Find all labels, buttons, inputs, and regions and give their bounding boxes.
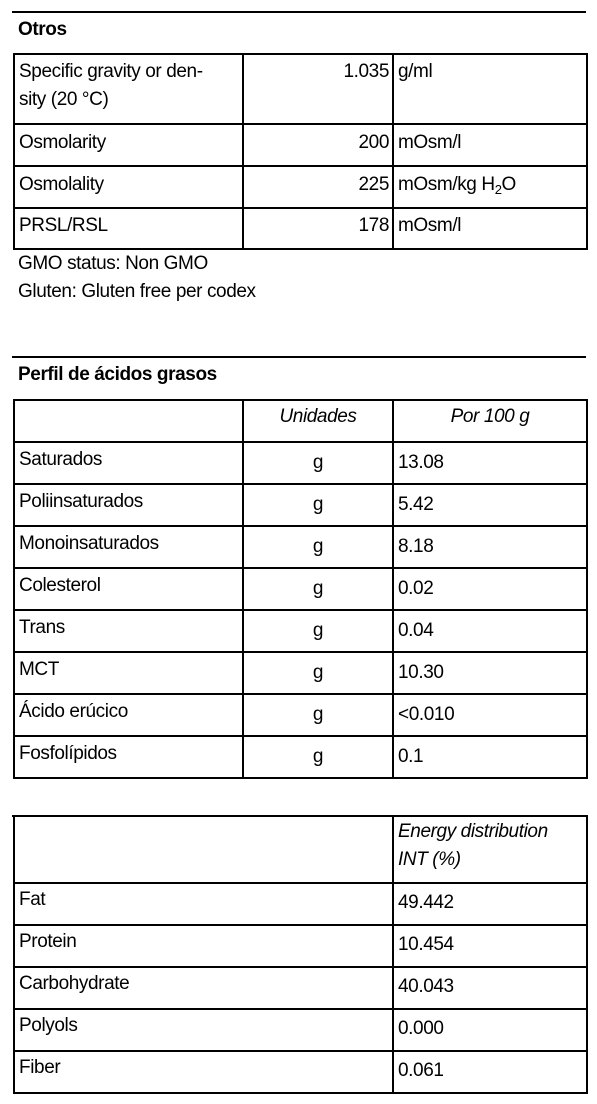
fatty-row-unit: g (243, 568, 393, 610)
energy-row-value: 0.061 (393, 1051, 587, 1093)
table-row (14, 442, 587, 484)
fatty-row-value: 10.30 (393, 652, 587, 694)
fatty-row-label: Poliinsaturados (14, 484, 243, 526)
table-row (14, 208, 587, 249)
fatty-row-value: 5.42 (393, 484, 587, 526)
table-row (14, 166, 587, 208)
energy-row-label: Fiber (14, 1051, 393, 1093)
specific-gravity-unit: g/ml (393, 54, 587, 124)
gluten-note: Gluten: Gluten free per codex (18, 281, 256, 302)
otros-notes (18, 250, 256, 306)
fatty-row-unit: g (243, 694, 393, 736)
gmo-status-note: GMO status: Non GMO (18, 253, 208, 274)
fatty-row-value: 0.02 (393, 568, 587, 610)
prsl-unit: mOsm/l (393, 208, 587, 249)
table-row (14, 568, 587, 610)
energy-header-distribution: Energy distribution INT (%) (393, 815, 587, 883)
energy-row-value: 0.000 (393, 1009, 587, 1051)
fatty-row-unit: g (243, 484, 393, 526)
table-row (14, 967, 587, 1009)
osmolality-value: 225 (243, 166, 393, 208)
fatty-row-label: Colesterol (14, 568, 243, 610)
fatty-row-label: Ácido erúcico (14, 694, 243, 736)
osmolarity-value: 200 (243, 124, 393, 166)
table-row (14, 1009, 587, 1051)
table-row (14, 1051, 587, 1093)
fatty-row-label: Fosfolípidos (14, 736, 243, 778)
table-row (14, 484, 587, 526)
prsl-label: PRSL/RSL (14, 208, 243, 249)
energy-table (13, 815, 588, 1094)
osmolality-unit (393, 166, 587, 208)
prsl-value: 178 (243, 208, 393, 249)
energy-row-label: Carbohydrate (14, 967, 393, 1009)
fatty-row-label: MCT (14, 652, 243, 694)
specific-gravity-value: 1.035 (243, 54, 393, 124)
fatty-row-value: <0.010 (393, 694, 587, 736)
fatty-row-label: Trans (14, 610, 243, 652)
fatty-row-value: 13.08 (393, 442, 587, 484)
osmolarity-unit: mOsm/l (393, 124, 587, 166)
osmolality-unit-suffix: O (501, 174, 516, 195)
energy-row-label: Fat (14, 883, 393, 925)
fatty-row-unit: g (243, 442, 393, 484)
table-row (14, 526, 587, 568)
otros-table (13, 53, 588, 250)
fatty-row-unit: g (243, 610, 393, 652)
fatty-row-unit: g (243, 736, 393, 778)
table-row (14, 610, 587, 652)
table-header-row (14, 400, 587, 442)
otros-title: Otros (12, 11, 586, 53)
table-row (14, 54, 587, 124)
fatty-row-unit: g (243, 652, 393, 694)
fatty-row-unit: g (243, 526, 393, 568)
osmolality-label: Osmolality (14, 166, 243, 208)
fatty-acids-table (13, 399, 588, 779)
fatty-header-unidades: Unidades (243, 400, 393, 442)
fatty-row-label: Saturados (14, 442, 243, 484)
table-row (14, 694, 587, 736)
osmolarity-label: Osmolarity (14, 124, 243, 166)
fatty-row-value: 8.18 (393, 526, 587, 568)
fatty-acids-title: Perfil de ácidos grasos (12, 356, 586, 399)
osmolality-unit-prefix: mOsm/kg H (398, 174, 495, 195)
table-row (14, 736, 587, 778)
table-row (14, 652, 587, 694)
fatty-header-blank (14, 400, 243, 442)
fatty-row-value: 0.04 (393, 610, 587, 652)
fatty-row-value: 0.1 (393, 736, 587, 778)
energy-header-blank (14, 815, 393, 883)
energy-row-value: 49.442 (393, 883, 587, 925)
table-row (14, 124, 587, 166)
specific-gravity-label: Specific gravity or den- sity (20 °C) (14, 54, 243, 124)
energy-row-value: 10.454 (393, 925, 587, 967)
osmolality-unit-subscript: 2 (494, 182, 502, 197)
energy-row-label: Polyols (14, 1009, 393, 1051)
table-header-row (14, 815, 587, 883)
energy-row-value: 40.043 (393, 967, 587, 1009)
table-row (14, 883, 587, 925)
energy-row-label: Protein (14, 925, 393, 967)
table-row (14, 925, 587, 967)
fatty-row-label: Monoinsaturados (14, 526, 243, 568)
fatty-header-por-100g: Por 100 g (393, 400, 587, 442)
